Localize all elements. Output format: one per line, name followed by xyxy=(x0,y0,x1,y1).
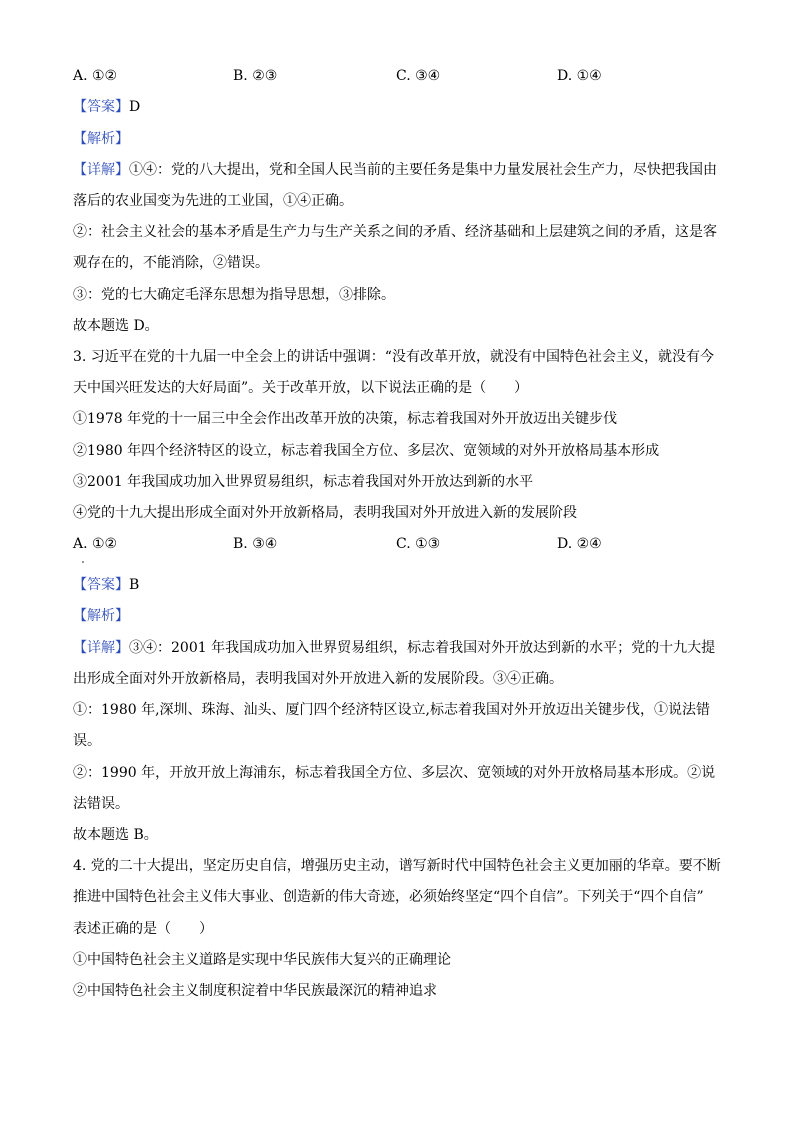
q3-option-a: A. ①② xyxy=(73,536,118,552)
q3-statement: ①1978 年党的十一届三中全会作出改革开放的决策，标志着我国对外开放迈出关键步伐 xyxy=(73,411,618,427)
q4-statement: ①中国特色社会主义道路是实现中华民族伟大复兴的正确理论 xyxy=(73,952,451,968)
answer-tag: 【答案】 xyxy=(73,577,129,593)
q3-detail-line: 误。 xyxy=(73,733,101,749)
stray-dot xyxy=(82,561,84,563)
q2-detail-line: 观存在的，不能消除，②错误。 xyxy=(73,255,269,271)
detail-tag: 【详解】 xyxy=(73,640,129,656)
q2-detail-line xyxy=(73,160,717,180)
q2-detail-line: ②：社会主义社会的基本矛盾是生产力与生产关系之间的矛盾、经济基础和上层建筑之间的矛盾，这是客 xyxy=(73,224,717,240)
q2-option-a: A. ①② xyxy=(73,68,118,84)
q2-option-b: B. ②③ xyxy=(233,68,278,84)
q3-statement: ②1980 年四个经济特区的设立，标志着我国全方位、多层次、宽领域的对外开放格局基本形成 xyxy=(73,443,660,459)
q3-detail-line xyxy=(73,638,715,658)
q4-stem: 表述正确的是（ ） xyxy=(73,921,213,937)
q3-statement: ④党的十九大提出形成全面对外开放新格局，表明我国对外开放进入新的发展阶段 xyxy=(73,505,577,521)
answer-tag: 【答案】 xyxy=(73,99,129,115)
detail-text: ③④：2001 年我国成功加入世界贸易组织，标志着我国对外开放达到新的水平；党的十九大提 xyxy=(129,640,716,656)
q3-statement: ③2001 年我国成功加入世界贸易组织，标志着我国对外开放达到新的水平 xyxy=(73,474,534,490)
q3-option-c: C. ①③ xyxy=(396,536,441,552)
q3-detail-line: ②：1990 年，开放开放上海浦东，标志着我国全方位、多层次、宽领域的对外开放格局基本形成。②说 xyxy=(73,765,716,781)
detail-tag: 【详解】 xyxy=(73,162,129,178)
q4-stem: 4. 党的二十大提出，坚定历史自信，增强历史主动，谱写新时代中国特色社会主义更加丽的华章。要不断 xyxy=(73,858,721,874)
q3-conclusion: 故本题选 B。 xyxy=(73,827,158,843)
q2-option-c: C. ③④ xyxy=(396,68,441,84)
q2-analysis-tag: 【解析】 xyxy=(73,131,129,147)
q2-detail-line: ③：党的七大确定毛泽东思想为指导思想，③排除。 xyxy=(73,287,395,303)
q3-detail-line: ①：1980 年,深圳、珠海、汕头、厦门四个经济特区设立,标志着我国对外开放迈出关键步伐，①说法错 xyxy=(73,702,710,718)
q3-detail-line: 法错误。 xyxy=(73,796,129,812)
detail-text: ①④：党的八大提出，党和全国人民当前的主要任务是集中力量发展社会生产力，尽快把我国由 xyxy=(129,162,717,178)
q3-stem: 3. 习近平在党的十九届一中全会上的讲话中强调：“没有改革开放，就没有中国特色社会主义，就没有今 xyxy=(73,349,714,365)
q4-stem: 推进中国特色社会主义伟大事业、创造新的伟大奇迹，必须始终坚定“四个自信”。下列关于“四个自信” xyxy=(73,889,704,905)
q3-analysis-tag: 【解析】 xyxy=(73,608,129,624)
q3-detail-line: 出形成全面对外开放新格局，表明我国对外开放进入新的发展阶段。③④正确。 xyxy=(73,671,563,687)
q3-answer xyxy=(73,575,139,595)
q2-detail-line: 落后的农业国变为先进的工业国，①④正确。 xyxy=(73,193,353,209)
q3-option-d: D. ②④ xyxy=(557,536,602,552)
q2-answer xyxy=(73,97,140,117)
q4-statement: ②中国特色社会主义制度积淀着中华民族最深沉的精神追求 xyxy=(73,983,437,999)
q2-conclusion: 故本题选 D。 xyxy=(73,318,159,334)
answer-value: D xyxy=(129,99,141,115)
q3-option-b: B. ③④ xyxy=(233,536,278,552)
answer-value: B xyxy=(129,577,140,593)
q3-stem: 天中国兴旺发达的大好局面”。关于改革开放，以下说法正确的是（ ） xyxy=(73,380,529,396)
q2-option-d: D. ①④ xyxy=(557,68,602,84)
